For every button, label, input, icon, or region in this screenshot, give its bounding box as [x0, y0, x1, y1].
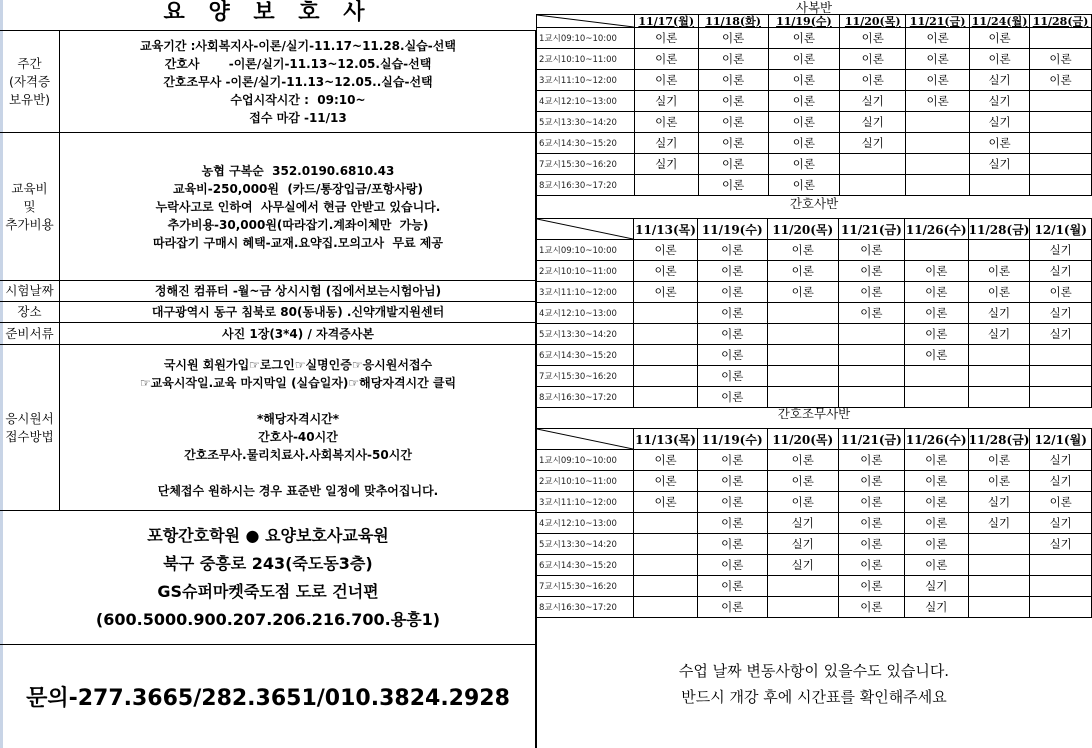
table-row — [537, 112, 1092, 133]
schedule-cell: 이론 — [698, 175, 768, 196]
schedule-cell: 이론 — [839, 555, 905, 576]
schedule-cell: 이론 — [839, 303, 905, 324]
table-row — [537, 345, 1092, 366]
schedule-cell — [1030, 345, 1092, 366]
schedule-table — [536, 218, 1092, 408]
schedule-cell: 이론 — [634, 450, 698, 471]
period-label: 8교시16:30~17:20 — [537, 387, 634, 408]
info-panel — [0, 0, 536, 748]
schedule-cell: 이론 — [698, 28, 768, 49]
table-row — [537, 597, 1092, 618]
schedule-cell: 실기 — [968, 324, 1030, 345]
table-row — [537, 387, 1092, 408]
schedule-cell: 이론 — [968, 450, 1030, 471]
section-location — [0, 301, 536, 322]
section-weekday-course — [0, 30, 536, 132]
schedule-cell — [1030, 91, 1092, 112]
schedule-cell — [906, 175, 970, 196]
schedule-cell — [970, 175, 1030, 196]
schedule-cell: 이론 — [697, 492, 767, 513]
schedule-cell: 이론 — [904, 261, 968, 282]
schedule-cell — [634, 555, 698, 576]
schedule-cell: 실기 — [968, 492, 1030, 513]
schedule-table — [536, 14, 1092, 196]
period-label: 2교시10:10~11:00 — [537, 49, 635, 70]
period-label: 4교시12:10~13:00 — [537, 303, 634, 324]
schedule-cell — [767, 345, 838, 366]
date-header: 12/1(월) — [1030, 219, 1092, 240]
academy-address: 포항간호학원 ● 요양보호사교육원 북구 중흥로 243(죽도동3층) GS슈퍼마켓죽도점 도로 건너편 (600.5000.900.207.206.216.700.용흥1) — [0, 510, 536, 644]
date-header: 11/19(수) — [768, 15, 840, 28]
table-row — [537, 534, 1092, 555]
schedule-cell — [634, 175, 698, 196]
schedule-cell — [968, 387, 1030, 408]
section-label: 응시원서 접수방법 — [0, 345, 60, 510]
table-row — [537, 324, 1092, 345]
schedule-cell — [839, 324, 905, 345]
schedule-cell — [906, 154, 970, 175]
table-row — [537, 28, 1092, 49]
schedule-cell: 이론 — [968, 471, 1030, 492]
period-label: 2교시10:10~11:00 — [537, 471, 634, 492]
schedule-cell: 이론 — [768, 133, 840, 154]
schedule-cell: 이론 — [904, 345, 968, 366]
date-header: 11/18(화) — [698, 15, 768, 28]
schedule-cell: 이론 — [839, 513, 905, 534]
schedule-cell: 이론 — [768, 28, 840, 49]
schedule-cell: 이론 — [698, 133, 768, 154]
schedule-cell: 이론 — [634, 240, 698, 261]
period-label: 6교시14:30~15:20 — [537, 345, 634, 366]
schedule-cell: 이론 — [697, 534, 767, 555]
period-label: 3교시11:10~12:00 — [537, 492, 634, 513]
schedule-cell: 이론 — [634, 471, 698, 492]
period-label: 4교시12:10~13:00 — [537, 91, 635, 112]
schedule-cell: 이론 — [970, 28, 1030, 49]
schedule-note: 수업 날짜 변동사항이 있을수도 있습니다. 반드시 개강 후에 시간표를 확인해주세요 — [678, 662, 950, 706]
schedule-cell: 이론 — [767, 471, 838, 492]
schedule-cell — [968, 366, 1030, 387]
schedule-cell: 이론 — [697, 303, 767, 324]
schedule-cell: 이론 — [698, 112, 768, 133]
section-body: 교육기간 :사회복지사-이론/실기-11.17~11.28.실습-선택 간호사 -이론/실기-11.13~12.05.실습-선택 간호조무사 -이론/실기-11.13~12.05..실습-선택 수업시작시간 : 09:10~ 접수 마감 -11/13 — [140, 38, 456, 125]
schedule-cell — [634, 534, 698, 555]
page-title: 요 양 보 호 사 — [163, 0, 373, 25]
schedule-cell: 이론 — [767, 282, 838, 303]
schedule-cell — [968, 240, 1030, 261]
schedule-cell — [1030, 387, 1092, 408]
table-row — [537, 513, 1092, 534]
schedule-cell — [1030, 175, 1092, 196]
table-row — [537, 70, 1092, 91]
schedule-cell: 이론 — [768, 154, 840, 175]
schedule-cell: 이론 — [904, 303, 968, 324]
section-documents — [0, 322, 536, 344]
period-label: 2교시10:10~11:00 — [537, 261, 634, 282]
schedule-cell: 이론 — [904, 534, 968, 555]
schedule-cell: 이론 — [634, 492, 698, 513]
schedule-cell: 이론 — [768, 70, 840, 91]
section-exam-date — [0, 280, 536, 301]
section-label: 장소 — [0, 302, 60, 322]
schedule-cell: 실기 — [1030, 303, 1092, 324]
schedule-cell: 이론 — [904, 471, 968, 492]
date-header: 11/20(목) — [840, 15, 906, 28]
schedule-cell: 이론 — [767, 240, 838, 261]
table-row — [537, 282, 1092, 303]
schedule-title: 간호사반 — [789, 196, 839, 211]
schedule-cell — [767, 303, 838, 324]
diagonal-header-cell — [537, 429, 634, 450]
date-header: 11/26(수) — [904, 429, 968, 450]
schedule-cell: 이론 — [767, 450, 838, 471]
schedule-cell — [968, 597, 1030, 618]
schedule-cell: 이론 — [839, 240, 905, 261]
section-body: 사진 1장(3*4) / 자격증사본 — [222, 326, 374, 341]
schedule-cell: 이론 — [840, 49, 906, 70]
date-header: 11/13(목) — [634, 429, 698, 450]
schedule-cell: 실기 — [1030, 261, 1092, 282]
schedule-cell: 이론 — [767, 261, 838, 282]
schedule-cell: 이론 — [839, 261, 905, 282]
date-header: 11/13(목) — [634, 219, 698, 240]
section-label: 교육비 및 추가비용 — [0, 133, 60, 280]
schedule-cell: 이론 — [767, 492, 838, 513]
section-label: 준비서류 — [0, 323, 60, 344]
schedule-cell: 이론 — [1030, 492, 1092, 513]
schedule-cell — [904, 366, 968, 387]
schedule-cell: 이론 — [697, 597, 767, 618]
schedule-cell: 실기 — [840, 133, 906, 154]
schedule-cell — [767, 324, 838, 345]
schedule-cell: 실기 — [968, 303, 1030, 324]
schedule-cell: 이론 — [768, 91, 840, 112]
schedule-cell: 실기 — [970, 154, 1030, 175]
schedule-cell: 이론 — [634, 261, 698, 282]
schedule-cell — [634, 324, 698, 345]
schedule-cell — [839, 366, 905, 387]
schedule-panel — [536, 0, 1092, 748]
period-label: 6교시14:30~15:20 — [537, 133, 635, 154]
schedule-cell: 이론 — [1030, 70, 1092, 91]
schedule-cell: 이론 — [698, 70, 768, 91]
period-label: 5교시13:30~14:20 — [537, 112, 635, 133]
section-label: 시험날짜 — [0, 281, 60, 301]
period-label: 5교시13:30~14:20 — [537, 534, 634, 555]
schedule-cell — [634, 345, 698, 366]
table-row — [537, 240, 1092, 261]
schedule-cell: 실기 — [1030, 471, 1092, 492]
schedule-cell — [840, 154, 906, 175]
section-application — [0, 344, 536, 510]
date-header: 11/20(목) — [767, 429, 838, 450]
schedule-cell — [634, 387, 698, 408]
contact-phone: 문의-277.3665/282.3651/010.3824.2928 — [0, 644, 536, 748]
date-header: 11/21(금) — [906, 15, 970, 28]
diagonal-header-cell — [537, 15, 635, 28]
date-header: 12/1(월) — [1030, 429, 1092, 450]
schedule-cell — [839, 387, 905, 408]
schedule-cell: 이론 — [697, 324, 767, 345]
schedule-cell: 이론 — [840, 70, 906, 91]
schedule-cell: 이론 — [697, 345, 767, 366]
schedule-cell: 실기 — [840, 112, 906, 133]
schedule-cell: 실기 — [904, 597, 968, 618]
schedule-cell: 실기 — [634, 91, 698, 112]
schedule-cell — [634, 597, 698, 618]
schedule-cell: 이론 — [839, 282, 905, 303]
date-header: 11/28(금) — [968, 219, 1030, 240]
schedule-cell — [634, 366, 698, 387]
section-body: 정해진 컴퓨터 -월~금 상시시험 (집에서보는시험아님) — [154, 284, 442, 298]
date-header: 11/28(금) — [1030, 15, 1092, 28]
schedule-cell: 이론 — [697, 366, 767, 387]
schedule-cell: 이론 — [839, 450, 905, 471]
schedule-cell: 실기 — [767, 534, 838, 555]
schedule-cell: 이론 — [698, 154, 768, 175]
schedule-cell: 이론 — [768, 49, 840, 70]
schedule-cell: 실기 — [1030, 240, 1092, 261]
schedule-cell: 실기 — [767, 513, 838, 534]
period-label: 8교시16:30~17:20 — [537, 175, 635, 196]
schedule-cell: 이론 — [840, 28, 906, 49]
table-header-row — [537, 429, 1092, 450]
period-label: 7교시15:30~16:20 — [537, 366, 634, 387]
schedule-cell — [1030, 555, 1092, 576]
schedule-table — [536, 428, 1092, 618]
schedule-cell — [968, 555, 1030, 576]
schedule-cell: 이론 — [634, 112, 698, 133]
schedule-cell: 실기 — [1030, 324, 1092, 345]
schedule-cell: 이론 — [698, 49, 768, 70]
date-header: 11/19(수) — [697, 219, 767, 240]
schedule-cell — [968, 534, 1030, 555]
period-label: 1교시09:10~10:00 — [537, 28, 635, 49]
schedule-cell — [968, 576, 1030, 597]
date-header: 11/24(월) — [970, 15, 1030, 28]
period-label: 3교시11:10~12:00 — [537, 282, 634, 303]
schedule-cell: 실기 — [767, 555, 838, 576]
schedule-cell — [767, 597, 838, 618]
period-label: 6교시14:30~15:20 — [537, 555, 634, 576]
period-label: 7교시15:30~16:20 — [537, 576, 634, 597]
period-label: 1교시09:10~10:00 — [537, 240, 634, 261]
schedule-cell — [1030, 154, 1092, 175]
schedule-cell: 이론 — [904, 492, 968, 513]
period-label: 4교시12:10~13:00 — [537, 513, 634, 534]
schedule-cell — [1030, 576, 1092, 597]
schedule-cell — [634, 303, 698, 324]
schedule-cell — [840, 175, 906, 196]
schedule-cell — [1030, 366, 1092, 387]
period-label: 5교시13:30~14:20 — [537, 324, 634, 345]
table-row — [537, 303, 1092, 324]
schedule-cell: 이론 — [768, 112, 840, 133]
schedule-cell: 실기 — [634, 154, 698, 175]
table-row — [537, 555, 1092, 576]
schedule-cell: 이론 — [970, 133, 1030, 154]
schedule-cell: 이론 — [839, 597, 905, 618]
schedule-cell: 이론 — [904, 555, 968, 576]
schedule-cell: 이론 — [697, 555, 767, 576]
schedule-cell: 이론 — [906, 49, 970, 70]
schedule-cell: 이론 — [698, 91, 768, 112]
schedule-cell: 이론 — [906, 91, 970, 112]
schedule-cell: 실기 — [840, 91, 906, 112]
section-label: 주간 (자격증 보유반) — [0, 31, 60, 132]
schedule-cell: 이론 — [697, 261, 767, 282]
period-label: 7교시15:30~16:20 — [537, 154, 635, 175]
schedule-cell: 실기 — [634, 133, 698, 154]
schedule-cell — [1030, 133, 1092, 154]
section-body: 대구광역시 동구 침북로 80(동내동) .신약개발지원센터 — [151, 305, 445, 319]
schedule-cell: 실기 — [970, 70, 1030, 91]
schedule-cell: 이론 — [839, 471, 905, 492]
table-header-row — [537, 15, 1092, 28]
schedule-cell: 이론 — [697, 387, 767, 408]
table-row — [537, 154, 1092, 175]
date-header: 11/21(금) — [839, 219, 905, 240]
schedule-cell: 이론 — [634, 28, 698, 49]
table-header-row — [537, 219, 1092, 240]
table-row — [537, 261, 1092, 282]
schedule-cell: 이론 — [634, 49, 698, 70]
schedule-cell: 이론 — [634, 70, 698, 91]
table-row — [537, 175, 1092, 196]
schedule-cell: 이론 — [1030, 282, 1092, 303]
schedule-cell: 실기 — [1030, 513, 1092, 534]
date-header: 11/26(수) — [904, 219, 968, 240]
schedule-cell: 이론 — [904, 282, 968, 303]
schedule-cell: 이론 — [968, 282, 1030, 303]
schedule-cell: 이론 — [904, 513, 968, 534]
section-body: 국시원 회원가입☞로그인☞실명인증☞응시원서접수 ☞교육시작일.교육 마지막일 (실습일자)☞해당자격시간 클릭 *해당자격시간* 간호사-40시간 간호조무사.물리치료사.사회복지사-50시간 단체접수 원하시는 경우 표준반 일정에 맞추어집니다. — [139, 357, 457, 498]
table-row — [537, 471, 1092, 492]
date-header: 11/21(금) — [839, 429, 905, 450]
schedule-cell — [906, 112, 970, 133]
schedule-cell: 이론 — [904, 324, 968, 345]
schedule-cell — [904, 240, 968, 261]
schedule-cell: 이론 — [904, 450, 968, 471]
schedule-cell — [1030, 112, 1092, 133]
schedule-cell: 실기 — [970, 91, 1030, 112]
schedule-cell: 이론 — [768, 175, 840, 196]
schedule-cell: 이론 — [906, 70, 970, 91]
schedule-cell: 이론 — [839, 534, 905, 555]
schedule-cell — [968, 345, 1030, 366]
table-row — [537, 492, 1092, 513]
schedule-cell: 실기 — [904, 576, 968, 597]
date-header: 11/28(금) — [968, 429, 1030, 450]
table-row — [537, 91, 1092, 112]
schedule-cell — [1030, 597, 1092, 618]
diagonal-header-cell — [537, 219, 634, 240]
schedule-cell: 이론 — [697, 576, 767, 597]
section-body: 농협 구복순 352.0190.6810.43 교육비-250,000원 (카드/통장입금/포항사랑) 누락사고로 인하여 사무실에서 현금 안받고 있습니다. 추가비용-30,000원(따라잡기.계좌이체만 가능) 따라잡기 구매시 혜택-교재.요약집.모의고사 무료 제공 — [152, 163, 443, 250]
schedule-cell — [634, 576, 698, 597]
schedule-cell — [839, 345, 905, 366]
schedule-cell: 실기 — [970, 112, 1030, 133]
schedule-cell: 이론 — [697, 240, 767, 261]
schedule-cell: 실기 — [1030, 534, 1092, 555]
schedule-title: 사복반 — [795, 0, 833, 15]
schedule-cell: 이론 — [634, 282, 698, 303]
schedule-cell — [904, 387, 968, 408]
schedule-cell: 이론 — [839, 576, 905, 597]
date-header: 11/20(목) — [767, 219, 838, 240]
schedule-cell: 실기 — [968, 513, 1030, 534]
schedule-cell: 이론 — [839, 492, 905, 513]
schedule-cell: 이론 — [968, 261, 1030, 282]
schedule-cell: 이론 — [1030, 49, 1092, 70]
date-header: 11/19(수) — [697, 429, 767, 450]
period-label: 8교시16:30~17:20 — [537, 597, 634, 618]
schedule-cell — [634, 513, 698, 534]
table-row — [537, 133, 1092, 154]
schedule-cell: 이론 — [906, 28, 970, 49]
schedule-cell — [906, 133, 970, 154]
date-header: 11/17(월) — [634, 15, 698, 28]
section-tuition — [0, 132, 536, 280]
schedule-cell: 이론 — [697, 450, 767, 471]
period-label: 3교시11:10~12:00 — [537, 70, 635, 91]
schedule-cell — [767, 576, 838, 597]
table-row — [537, 450, 1092, 471]
period-label: 1교시09:10~10:00 — [537, 450, 634, 471]
schedule-cell — [767, 366, 838, 387]
schedule-cell: 이론 — [970, 49, 1030, 70]
schedule-cell: 실기 — [1030, 450, 1092, 471]
schedule-cell — [767, 387, 838, 408]
table-row — [537, 576, 1092, 597]
table-row — [537, 49, 1092, 70]
schedule-cell: 이론 — [697, 471, 767, 492]
schedule-cell: 이론 — [697, 282, 767, 303]
schedule-title: 간호조무사반 — [777, 406, 851, 421]
schedule-cell: 이론 — [697, 513, 767, 534]
table-row — [537, 366, 1092, 387]
schedule-cell — [1030, 28, 1092, 49]
